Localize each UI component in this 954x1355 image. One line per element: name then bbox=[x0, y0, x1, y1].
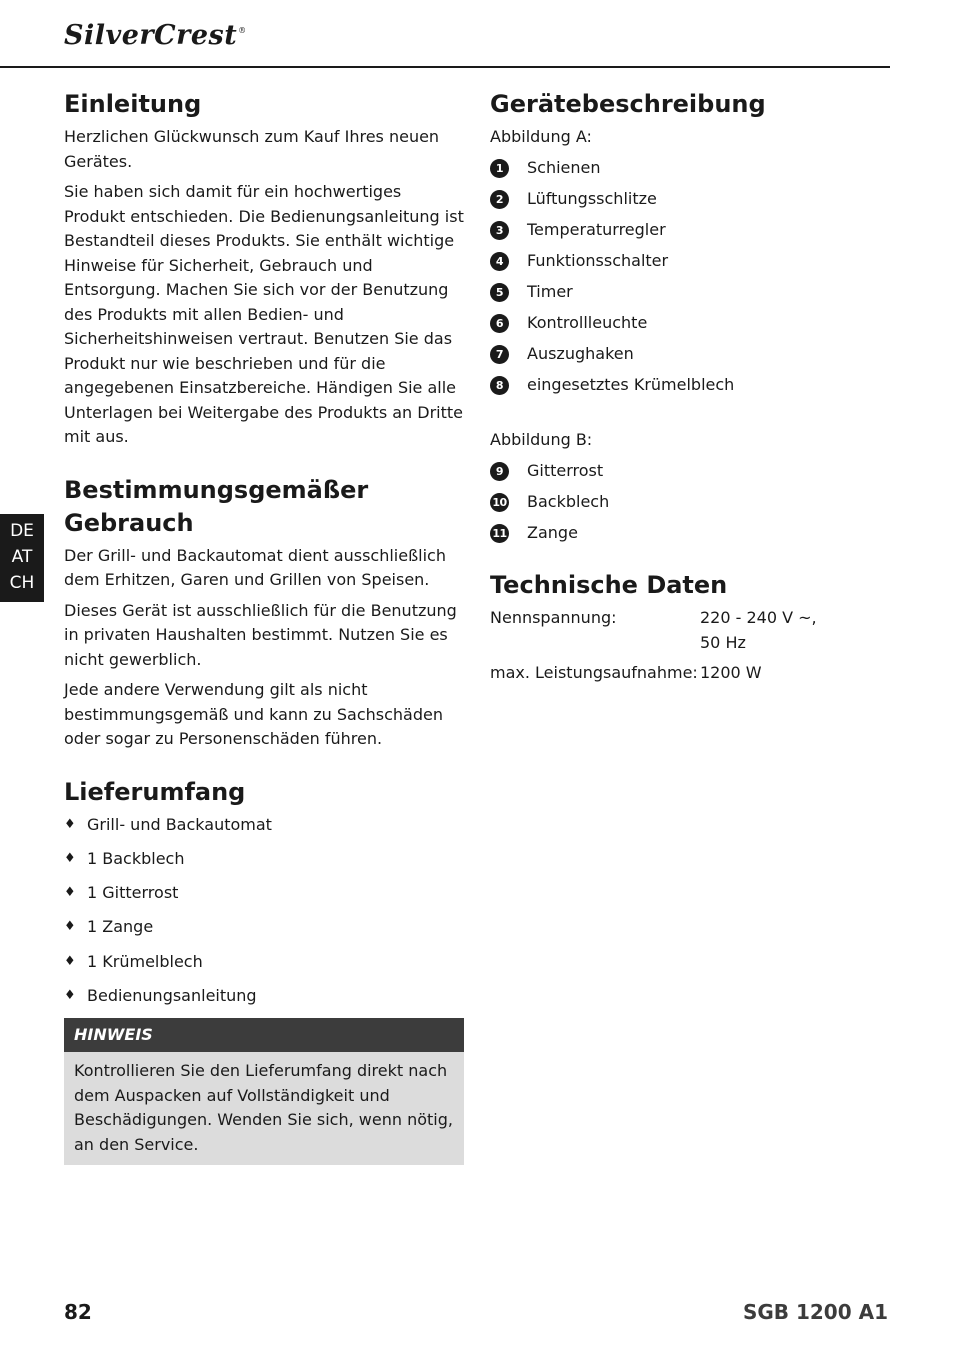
spacer bbox=[490, 404, 890, 428]
list-item bbox=[490, 156, 890, 180]
diamond-bullet-icon: ♦ bbox=[64, 885, 76, 901]
number-badge-icon: 3 bbox=[490, 221, 509, 240]
part-label: Auszughaken bbox=[527, 344, 634, 363]
language-de: DE bbox=[10, 521, 34, 541]
list-item bbox=[490, 280, 890, 304]
header-rule bbox=[0, 66, 890, 68]
list-item bbox=[64, 984, 464, 1008]
part-label: Timer bbox=[527, 282, 573, 301]
diamond-bullet-icon: ♦ bbox=[64, 816, 76, 832]
list-item bbox=[64, 915, 464, 939]
section-device-description bbox=[490, 88, 890, 545]
list-item-label: 1 Backblech bbox=[87, 848, 185, 868]
list-item-label: 1 Gitterrost bbox=[87, 883, 179, 903]
intro-paragraph-2: Sie haben sich damit für ein hochwertiges Produkt entschieden. Die Bedienungsanleitung ist Bestandteil dieses Produkts. Sie enthält wichtige Hinweise für Sicherheit, Gebrauch und Entsorgung. Machen Sie sich vor der Benutzung des Produkts mit allen Bedien- und Sicherheitshinweisen vertraut. Benutzen Sie das Produkt nur wie beschrieben und für die angegebenen Einsatzbereiche. Händigen Sie alle Unterlagen bei Weitergabe des Produkts an Dritte mit aus. bbox=[64, 182, 464, 446]
figure-b-parts-list bbox=[490, 459, 890, 545]
note-text: Kontrollieren Sie den Lieferumfang direkt nach dem Auspacken auf Vollständigkeit und Beschädigungen. Wenden Sie sich, wenn nötig, an den Service. bbox=[74, 1061, 453, 1154]
list-item-label: 1 Krümelblech bbox=[87, 951, 203, 971]
specs-table bbox=[490, 606, 817, 692]
scope-list bbox=[64, 813, 464, 1008]
section-intended-use bbox=[64, 474, 464, 752]
figure-a-label: Abbildung A: bbox=[490, 127, 592, 146]
number-badge-icon: 10 bbox=[490, 493, 509, 512]
list-item-label: Bedienungsanleitung bbox=[87, 985, 257, 1005]
spec-value bbox=[700, 661, 817, 692]
number-badge-icon: 6 bbox=[490, 314, 509, 333]
list-item-label: 1 Zange bbox=[87, 917, 154, 937]
part-label: Schienen bbox=[527, 158, 601, 177]
figure-b-label: Abbildung B: bbox=[490, 430, 593, 449]
section-technical-data bbox=[490, 569, 890, 692]
list-item bbox=[490, 521, 890, 545]
list-item bbox=[490, 218, 890, 242]
list-item bbox=[490, 373, 890, 397]
list-item bbox=[490, 249, 890, 273]
spec-key: Nennspannung: bbox=[490, 608, 617, 627]
number-badge-icon: 8 bbox=[490, 376, 509, 395]
list-item bbox=[490, 459, 890, 483]
heading-intended-use: Bestimmungsgemäßer Gebrauch bbox=[64, 475, 369, 537]
intro-paragraph-1: Herzlichen Glückwunsch zum Kauf Ihres neuen Gerätes. bbox=[64, 127, 440, 171]
brand-logo bbox=[64, 20, 246, 51]
table-row bbox=[490, 661, 817, 692]
heading-technical-data: Technische Daten bbox=[490, 571, 728, 599]
language-tab bbox=[0, 514, 44, 602]
intended-use-paragraph-1: Der Grill- und Backautomat dient ausschließlich dem Erhitzen, Garen und Grillen von Speisen. bbox=[64, 545, 446, 589]
note-title: HINWEIS bbox=[64, 1018, 464, 1052]
number-badge-icon: 11 bbox=[490, 524, 509, 543]
part-label: Funktionsschalter bbox=[527, 251, 669, 270]
heading-scope-of-delivery: Lieferumfang bbox=[64, 777, 246, 806]
brand-logo-text: SilverCrest bbox=[64, 20, 238, 51]
page-number: 82 bbox=[64, 1300, 92, 1324]
spec-key: max. Leistungsaufnahme: bbox=[490, 663, 698, 682]
spec-value-line: 220 - 240 V ~, bbox=[700, 608, 817, 627]
number-badge-icon: 7 bbox=[490, 345, 509, 364]
section-einleitung bbox=[64, 88, 464, 450]
part-label: Kontrollleuchte bbox=[527, 313, 648, 332]
diamond-bullet-icon: ♦ bbox=[64, 850, 76, 866]
figure-a-parts-list bbox=[490, 156, 890, 397]
list-item bbox=[490, 311, 890, 335]
list-item bbox=[64, 813, 464, 837]
part-label: Gitterrost bbox=[527, 461, 604, 480]
heading-einleitung: Einleitung bbox=[64, 90, 202, 118]
list-item bbox=[64, 950, 464, 974]
intended-use-paragraph-3: Jede andere Verwendung gilt als nicht bestimmungsgemäß und kann zu Sachschäden oder sogar zu Personenschäden führen. bbox=[64, 680, 443, 748]
list-item bbox=[490, 490, 890, 514]
number-badge-icon: 5 bbox=[490, 283, 509, 302]
part-label: Lüftungsschlitze bbox=[527, 189, 657, 208]
list-item bbox=[64, 881, 464, 905]
heading-device-description: Gerätebeschreibung bbox=[490, 90, 766, 118]
intended-use-paragraph-2: Dieses Gerät ist ausschließlich für die Benutzung in privaten Haushalten bestimmt. Nutzen Sie es nicht gewerblich. bbox=[64, 600, 457, 669]
number-badge-icon: 4 bbox=[490, 252, 509, 271]
note-box bbox=[64, 1018, 464, 1165]
registered-mark: ® bbox=[238, 26, 247, 35]
model-number: SGB 1200 A1 bbox=[742, 1300, 888, 1324]
diamond-bullet-icon: ♦ bbox=[64, 987, 76, 1003]
part-label: Backblech bbox=[527, 492, 610, 511]
spec-value-line: 1200 W bbox=[700, 663, 762, 682]
spec-value-line: 50 Hz bbox=[700, 632, 746, 652]
list-item-label: Grill- und Backautomat bbox=[87, 814, 272, 834]
language-ch: CH bbox=[9, 573, 35, 593]
part-label: Zange bbox=[527, 523, 578, 542]
language-at: AT bbox=[11, 547, 33, 567]
number-badge-icon: 9 bbox=[490, 462, 509, 481]
number-badge-icon: 2 bbox=[490, 190, 509, 209]
diamond-bullet-icon: ♦ bbox=[64, 919, 76, 935]
list-item bbox=[64, 847, 464, 871]
left-column bbox=[64, 88, 464, 1165]
part-label: eingesetztes Krümelblech bbox=[527, 375, 735, 394]
list-item bbox=[490, 187, 890, 211]
list-item bbox=[490, 342, 890, 366]
diamond-bullet-icon: ♦ bbox=[64, 953, 76, 969]
table-row bbox=[490, 606, 817, 661]
part-label: Temperaturregler bbox=[527, 220, 666, 239]
section-scope-of-delivery bbox=[64, 776, 464, 1166]
number-badge-icon: 1 bbox=[490, 159, 509, 178]
right-column bbox=[490, 88, 890, 692]
spec-value bbox=[700, 606, 817, 661]
